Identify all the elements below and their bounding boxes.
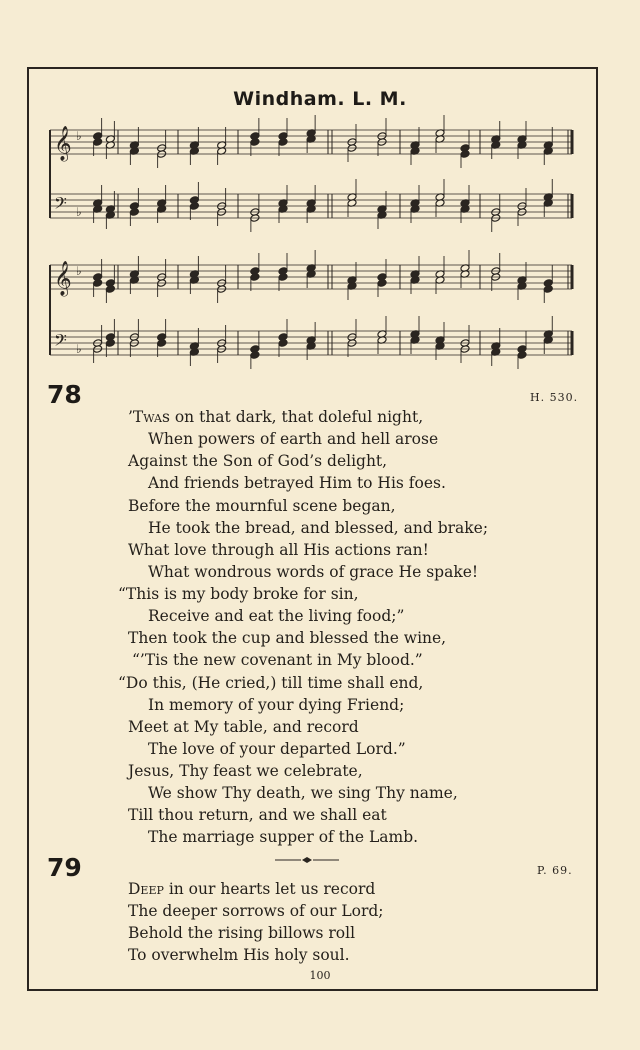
music-score xyxy=(0,0,640,380)
verse-line: “Do this, (He cried,) till time shall end, xyxy=(118,674,424,692)
verse-line: In memory of your dying Friend; xyxy=(148,696,405,714)
verse-line: Before the mournful scene began, xyxy=(128,497,396,515)
treble-clef: 𝄞 xyxy=(54,261,72,296)
note-head xyxy=(377,279,387,288)
verse-line: Jesus, Thy feast we celebrate, xyxy=(128,762,363,780)
stanza xyxy=(128,495,568,583)
hymn-reference-78: H. 530. xyxy=(530,391,579,404)
hymn-reference-79: P. 69. xyxy=(537,864,573,877)
verse-line xyxy=(128,406,568,428)
note-head xyxy=(517,351,527,360)
verse-line: “This is my body broke for sin, xyxy=(118,585,359,603)
verse-line: Till thou return, and we shall eat xyxy=(128,806,387,824)
verse-line: Against the Son of God’s delight, xyxy=(128,452,388,470)
verse-line-initial: Deep in our hearts let us record xyxy=(128,880,376,898)
key-flat: ♭ xyxy=(76,205,82,219)
stanza xyxy=(128,406,568,494)
note-head xyxy=(129,208,139,217)
verse-line: The love of your departed Lord.” xyxy=(148,740,406,758)
verse-line: Then took the cup and blessed the wine, xyxy=(128,629,447,647)
hymn-number-79: 79 xyxy=(47,853,82,882)
note-head xyxy=(250,351,260,360)
tune-title: Windham. L. M. xyxy=(233,88,407,110)
note-head xyxy=(189,202,199,211)
note-head xyxy=(543,285,553,294)
note-head xyxy=(105,285,115,294)
stanza xyxy=(128,878,568,966)
verse-line: What love through all His actions ran! xyxy=(128,541,429,559)
verse-line-initial: ’Twas on that dark, that doleful night, xyxy=(128,408,424,426)
verse-line: Meet at My table, and record xyxy=(128,718,359,736)
key-flat: ♭ xyxy=(76,129,82,143)
note-head xyxy=(93,138,103,147)
verse-line: He took the bread, and blessed, and brake; xyxy=(148,519,489,537)
verse-line: The deeper sorrows of our Lord; xyxy=(128,902,384,920)
page-number: 100 xyxy=(309,969,331,982)
note-head xyxy=(460,150,470,159)
verse-line: Receive and eat the living food;” xyxy=(148,607,405,625)
note-head xyxy=(250,273,260,282)
verse-line: We show Thy death, we sing Thy name, xyxy=(148,784,458,802)
hymn-number-78: 78 xyxy=(47,380,82,409)
note-head xyxy=(250,138,260,147)
note-head xyxy=(93,279,103,288)
verse-line: When powers of earth and hell arose xyxy=(148,430,439,448)
stanza xyxy=(118,672,558,760)
stanza xyxy=(118,583,558,671)
verse-line: The marriage supper of the Lamb. xyxy=(148,828,419,846)
note-head xyxy=(278,138,288,147)
verse-line: Behold the rising billows roll xyxy=(128,924,356,942)
note-head xyxy=(278,273,288,282)
note-head xyxy=(105,339,115,348)
stanza xyxy=(128,760,568,848)
key-flat: ♭ xyxy=(76,264,82,278)
verse-line xyxy=(128,878,568,900)
verse-line: “’Tis the new covenant in My blood.” xyxy=(132,651,423,669)
verse-line: To overwhelm His holy soul. xyxy=(128,946,350,964)
bass-clef: 𝄢 xyxy=(54,330,67,354)
note-head xyxy=(278,339,288,348)
key-flat: ♭ xyxy=(76,342,82,356)
note-head xyxy=(157,339,167,348)
treble-clef: 𝄞 xyxy=(54,126,72,161)
verse-line: And friends betrayed Him to His foes. xyxy=(148,474,446,492)
bass-clef: 𝄢 xyxy=(54,193,67,217)
verse-line: What wondrous words of grace He spake! xyxy=(148,563,479,581)
section-divider-ornament xyxy=(275,854,339,866)
